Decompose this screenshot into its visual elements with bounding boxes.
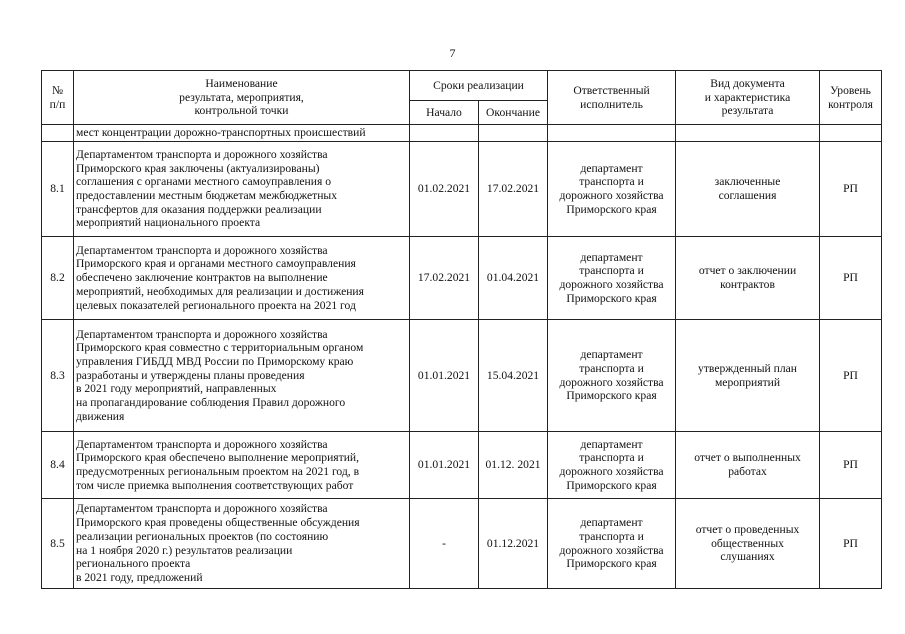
resp-line: Приморского края <box>566 478 657 492</box>
resp-line: транспорта и <box>579 451 644 465</box>
name-line: в 2021 году, предложений <box>76 570 203 584</box>
cell-start <box>410 125 479 142</box>
name-line: в 2021 году мероприятий, направленных <box>76 382 277 396</box>
resp-line: транспорта и <box>579 175 644 189</box>
cell-start: - <box>410 499 479 589</box>
table-row <box>42 432 882 499</box>
name-line: том числе приемка выполнения соответствующих работ <box>76 478 354 492</box>
cell-num <box>42 125 74 142</box>
name-line: Департаментом транспорта и дорожного хозяйства <box>76 327 328 341</box>
cell-doc <box>676 499 820 589</box>
name-line: на пропагандирование соблюдения Правил дорожного <box>76 396 346 409</box>
name-line: реализации региональных проектов (по состоянию <box>76 529 329 543</box>
cell-responsible <box>548 499 676 589</box>
cell-name <box>74 320 410 432</box>
name-line: Департаментом транспорта и дорожного хозяйства <box>76 147 328 161</box>
resp-line: транспорта и <box>579 529 644 543</box>
cell-end: 15.04.2021 <box>479 320 548 432</box>
header-doc-line: Вид документа <box>710 76 785 90</box>
cell-start: 17.02.2021 <box>410 237 479 320</box>
cell-start: 01.01.2021 <box>410 432 479 499</box>
doc-line: мероприятий <box>714 375 781 389</box>
resp-line: дорожного хозяйства <box>559 543 664 557</box>
name-line: разработаны и утверждены планы проведения <box>76 368 305 382</box>
name-line: Приморского края совместно с территориальным органом <box>76 341 364 355</box>
cell-num: 8.5 <box>42 499 74 589</box>
table-row-continuation <box>42 125 882 142</box>
header-name-line: контрольной точки <box>194 104 289 118</box>
name-line: трансфертов для оказания поддержки реализации <box>76 202 322 216</box>
header-doc-type <box>676 71 820 125</box>
doc-line: заключенные <box>714 175 781 189</box>
name-line: Департаментом транспорта и дорожного хозяйства <box>76 502 328 516</box>
name-line: Приморского края и органами местного самоуправления <box>76 257 356 271</box>
cell-responsible <box>548 125 676 142</box>
cell-responsible <box>548 432 676 499</box>
doc-line: контрактов <box>720 278 775 291</box>
cell-doc <box>676 125 820 142</box>
doc-line: отчет о проведенных <box>695 522 800 536</box>
table-row <box>42 142 882 237</box>
header-level-line: Уровень <box>830 83 871 97</box>
table-row <box>42 237 882 320</box>
page-number: 7 <box>449 46 456 60</box>
resp-line: департамент <box>580 437 643 451</box>
header-name-line: Наименование <box>205 76 278 90</box>
name-line: Департаментом транспорта и дорожного хозяйства <box>76 243 328 257</box>
cell-name <box>74 499 410 589</box>
cell-num: 8.4 <box>42 432 74 499</box>
doc-line: отчет о заключении <box>698 264 797 278</box>
header-name <box>74 71 410 125</box>
header-responsible-line: Ответственный <box>573 83 650 97</box>
results-table <box>41 70 882 589</box>
resp-line: Приморского края <box>566 389 657 403</box>
resp-line: департамент <box>580 348 643 362</box>
cell-name <box>74 432 410 499</box>
cell-level: РП <box>820 432 882 499</box>
header-terms: Сроки реализации <box>410 71 548 101</box>
doc-line: отчет о выполненных <box>694 451 801 465</box>
cell-end: 17.02.2021 <box>479 142 548 237</box>
cell-end: 01.12.2021 <box>479 499 548 589</box>
resp-line: департамент <box>580 250 643 264</box>
cell-name <box>74 142 410 237</box>
resp-line: Приморского края <box>566 291 657 305</box>
cell-doc <box>676 320 820 432</box>
header-name-line: результата, мероприятия, <box>179 90 304 104</box>
cell-start: 01.02.2021 <box>410 142 479 237</box>
cell-responsible <box>548 142 676 237</box>
name-line: целевых показателей регионального проекта на 2021 год <box>76 298 356 312</box>
resp-line: департамент <box>580 516 643 530</box>
cell-doc <box>676 237 820 320</box>
header-responsible <box>548 71 676 125</box>
header-num <box>42 71 74 125</box>
header-num-line: № <box>51 83 64 97</box>
resp-line: дорожного хозяйства <box>559 278 664 291</box>
resp-line: дорожного хозяйства <box>559 465 664 478</box>
doc-line: утвержденный план <box>698 361 797 375</box>
cell-doc <box>676 142 820 237</box>
header-num-line: п/п <box>49 97 66 111</box>
name-line: предоставлении местным бюджетам межбюджетных <box>76 189 337 202</box>
cell-end: 01.04.2021 <box>479 237 548 320</box>
resp-line: дорожного хозяйства <box>559 189 664 202</box>
doc-line: соглашения <box>718 189 777 202</box>
header-responsible-line: исполнитель <box>580 97 643 111</box>
header-end: Окончание <box>479 101 548 125</box>
name-line: регионального проекта <box>76 557 191 571</box>
name-line: Приморского края обеспечено выполнение мероприятий, <box>76 451 360 465</box>
cell-num: 8.2 <box>42 237 74 320</box>
cell-num: 8.1 <box>42 142 74 237</box>
doc-line: общественных <box>711 536 784 550</box>
cell-name <box>74 237 410 320</box>
cell-start: 01.01.2021 <box>410 320 479 432</box>
name-line: движения <box>76 409 125 423</box>
resp-line: Приморского края <box>566 202 657 216</box>
name-line: мероприятий, необходимых для реализации и достижения <box>76 284 364 298</box>
header-level-line: контроля <box>828 97 873 111</box>
cell-level: РП <box>820 142 882 237</box>
cell-num: 8.3 <box>42 320 74 432</box>
cell-end: 01.12. 2021 <box>479 432 548 499</box>
name-line: Приморского края заключены (актуализированы) <box>76 161 320 175</box>
resp-line: транспорта и <box>579 264 644 278</box>
cell-level: РП <box>820 237 882 320</box>
resp-line: департамент <box>580 161 643 175</box>
header-start: Начало <box>410 101 479 125</box>
cell-level <box>820 125 882 142</box>
name-line: управления ГИБДД МВД России по Приморскому краю <box>76 354 354 368</box>
cell-responsible <box>548 320 676 432</box>
doc-line: слушаниях <box>720 550 775 564</box>
name-line: мероприятий национального проекта <box>76 216 261 230</box>
cell-name: мест концентрации дорожно-транспортных происшествий <box>74 125 410 142</box>
resp-line: транспорта и <box>579 361 644 375</box>
resp-line: Приморского края <box>566 557 657 571</box>
name-line: соглашения с органами местного самоуправления о <box>76 175 331 189</box>
table-row <box>42 320 882 432</box>
cell-end <box>479 125 548 142</box>
cell-level: РП <box>820 499 882 589</box>
name-line: Департаментом транспорта и дорожного хозяйства <box>76 437 328 451</box>
resp-line: дорожного хозяйства <box>559 375 664 389</box>
name-line: Приморского края проведены общественные обсуждения <box>76 516 360 530</box>
cell-level: РП <box>820 320 882 432</box>
name-line: обеспечено заключение контрактов на выполнение <box>76 271 328 285</box>
header-doc-line: результата <box>721 104 774 118</box>
table-row <box>42 499 882 589</box>
cell-responsible <box>548 237 676 320</box>
name-line: предусмотренных региональным проектом на 2021 год, в <box>76 465 360 478</box>
header-level <box>820 71 882 125</box>
doc-line: работах <box>728 465 767 478</box>
name-line: на 1 ноября 2020 г.) результатов реализации <box>76 543 293 557</box>
cell-doc <box>676 432 820 499</box>
header-doc-line: и характеристика <box>704 90 791 104</box>
